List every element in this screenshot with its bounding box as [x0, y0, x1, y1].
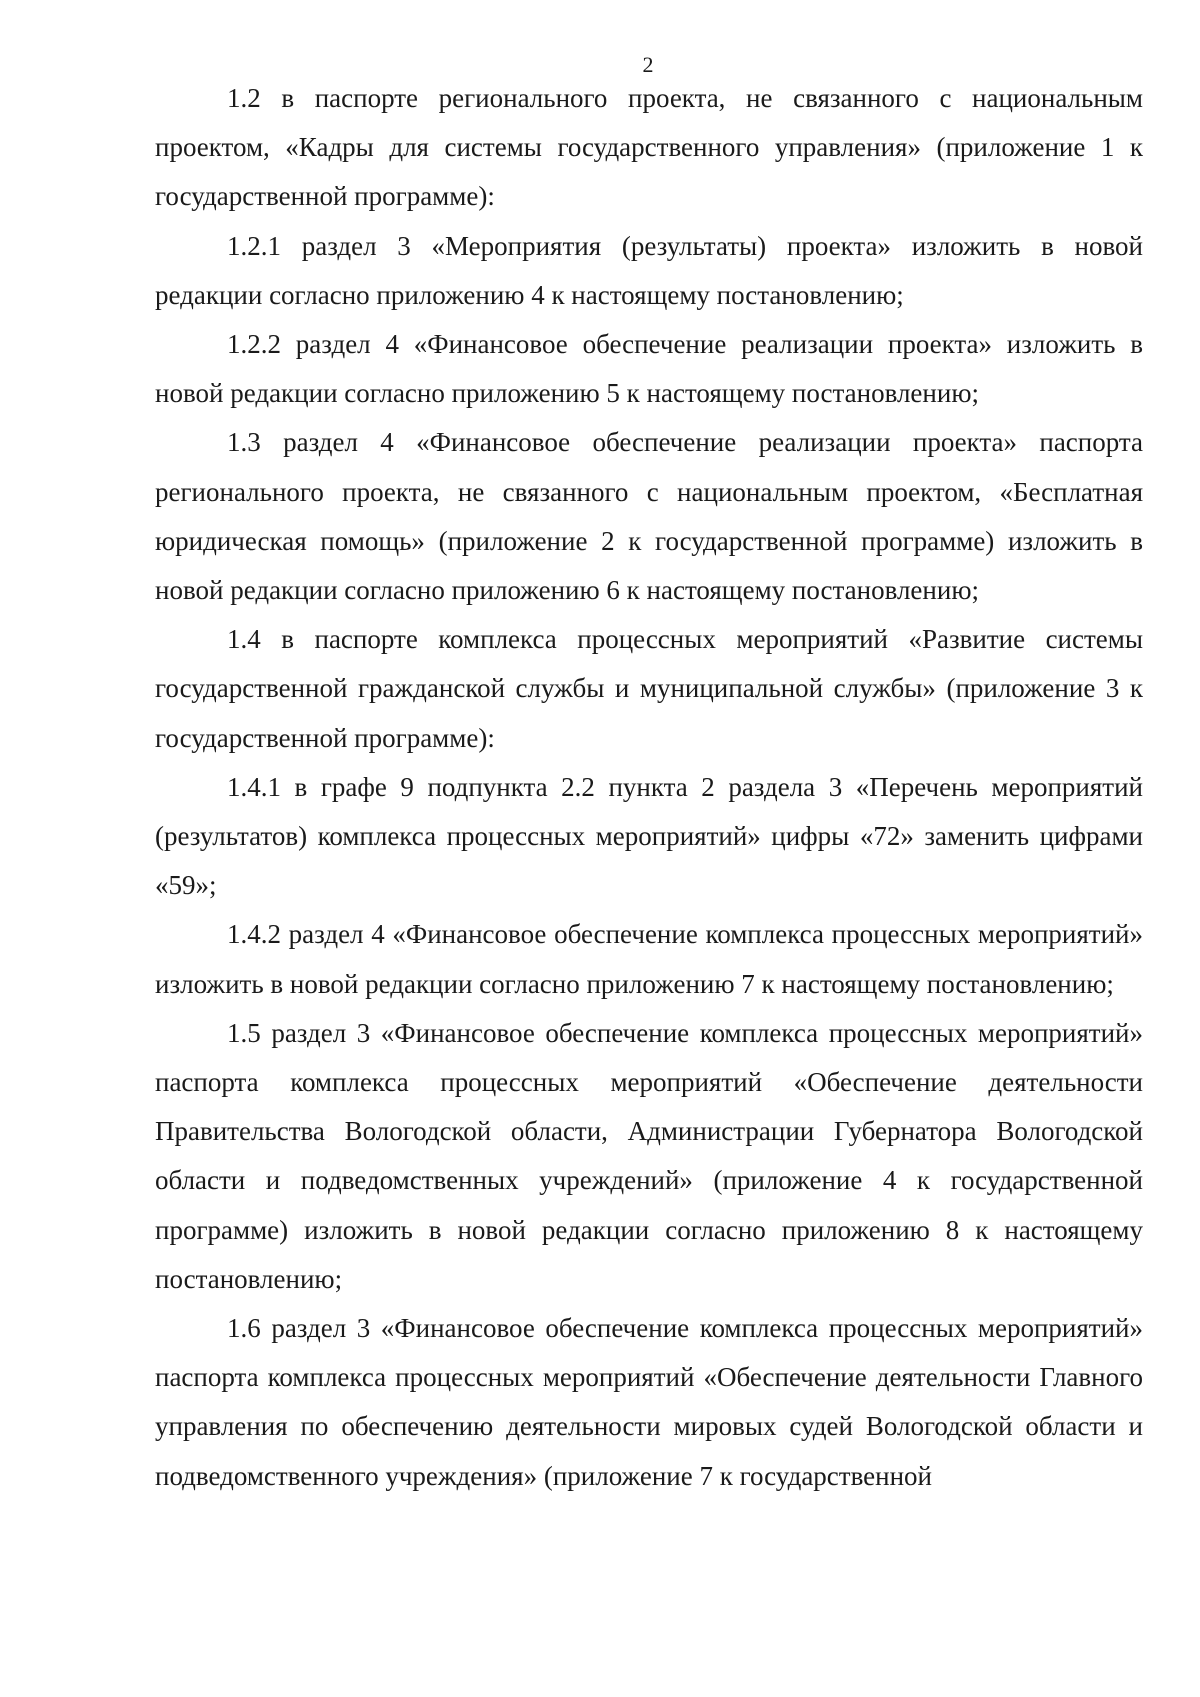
paragraph-1-2: 1.2 в паспорте регионального проекта, не связанного с национальным проектом, «Кадры для системы государственного управления» (приложение 1 к государственной программе): — [155, 83, 1143, 212]
paragraph-1-4: 1.4 в паспорте комплекса процессных мероприятий «Развитие системы государственной гражданской службы и муниципальной службы» (приложение 3 к государственной программе): — [155, 624, 1143, 753]
paragraph-1-5: 1.5 раздел 3 «Финансовое обеспечение комплекса процессных мероприятий» паспорта комплекса процессных мероприятий «Обеспечение деятельности Правительства Вологодской области, Администрации Губернатора Вологодской области и подведомственных учреждений» (приложение 4 к государственной программе) изложить в новой редакции согласно приложению 8 к настоящему постановлению; — [155, 1017, 1143, 1294]
paragraph-1-4-1: 1.4.1 в графе 9 подпункта 2.2 пункта 2 раздела 3 «Перечень мероприятий (результатов) комплекса процессных мероприятий» цифры «72» заменить цифрами «59»; — [155, 771, 1143, 901]
paragraph-1-4-2: 1.4.2 раздел 4 «Финансовое обеспечение комплекса процессных мероприятий» изложить в новой редакции согласно приложению 7 к настоящему постановлению; — [155, 919, 1143, 999]
paragraph-1-3: 1.3 раздел 4 «Финансовое обеспечение реализации проекта» паспорта регионального проекта, не связанного с национальным проектом, «Бесплатная юридическая помощь» (приложение 2 к государственной программе) изложить в новой редакции согласно приложению 6 к настоящему постановлению; — [155, 427, 1143, 606]
paragraph-1-2-1: 1.2.1 раздел 3 «Мероприятия (результаты) проекта» изложить в новой редакции согласно приложению 4 к настоящему постановлению; — [155, 230, 1143, 310]
page-number: 2 — [642, 52, 654, 77]
paragraph-1-6: 1.6 раздел 3 «Финансовое обеспечение комплекса процессных мероприятий» паспорта комплекса процессных мероприятий «Обеспечение деятельности Главного управления по обеспечению деятельности мировых судей Вологодской области и подведомственного учреждения» (приложение 7 к государственной — [155, 1313, 1143, 1491]
paragraph-1-2-2: 1.2.2 раздел 4 «Финансовое обеспечение реализации проекта» изложить в новой редакции согласно приложению 5 к настоящему постановлению; — [155, 329, 1143, 409]
document-body — [155, 74, 1143, 1501]
